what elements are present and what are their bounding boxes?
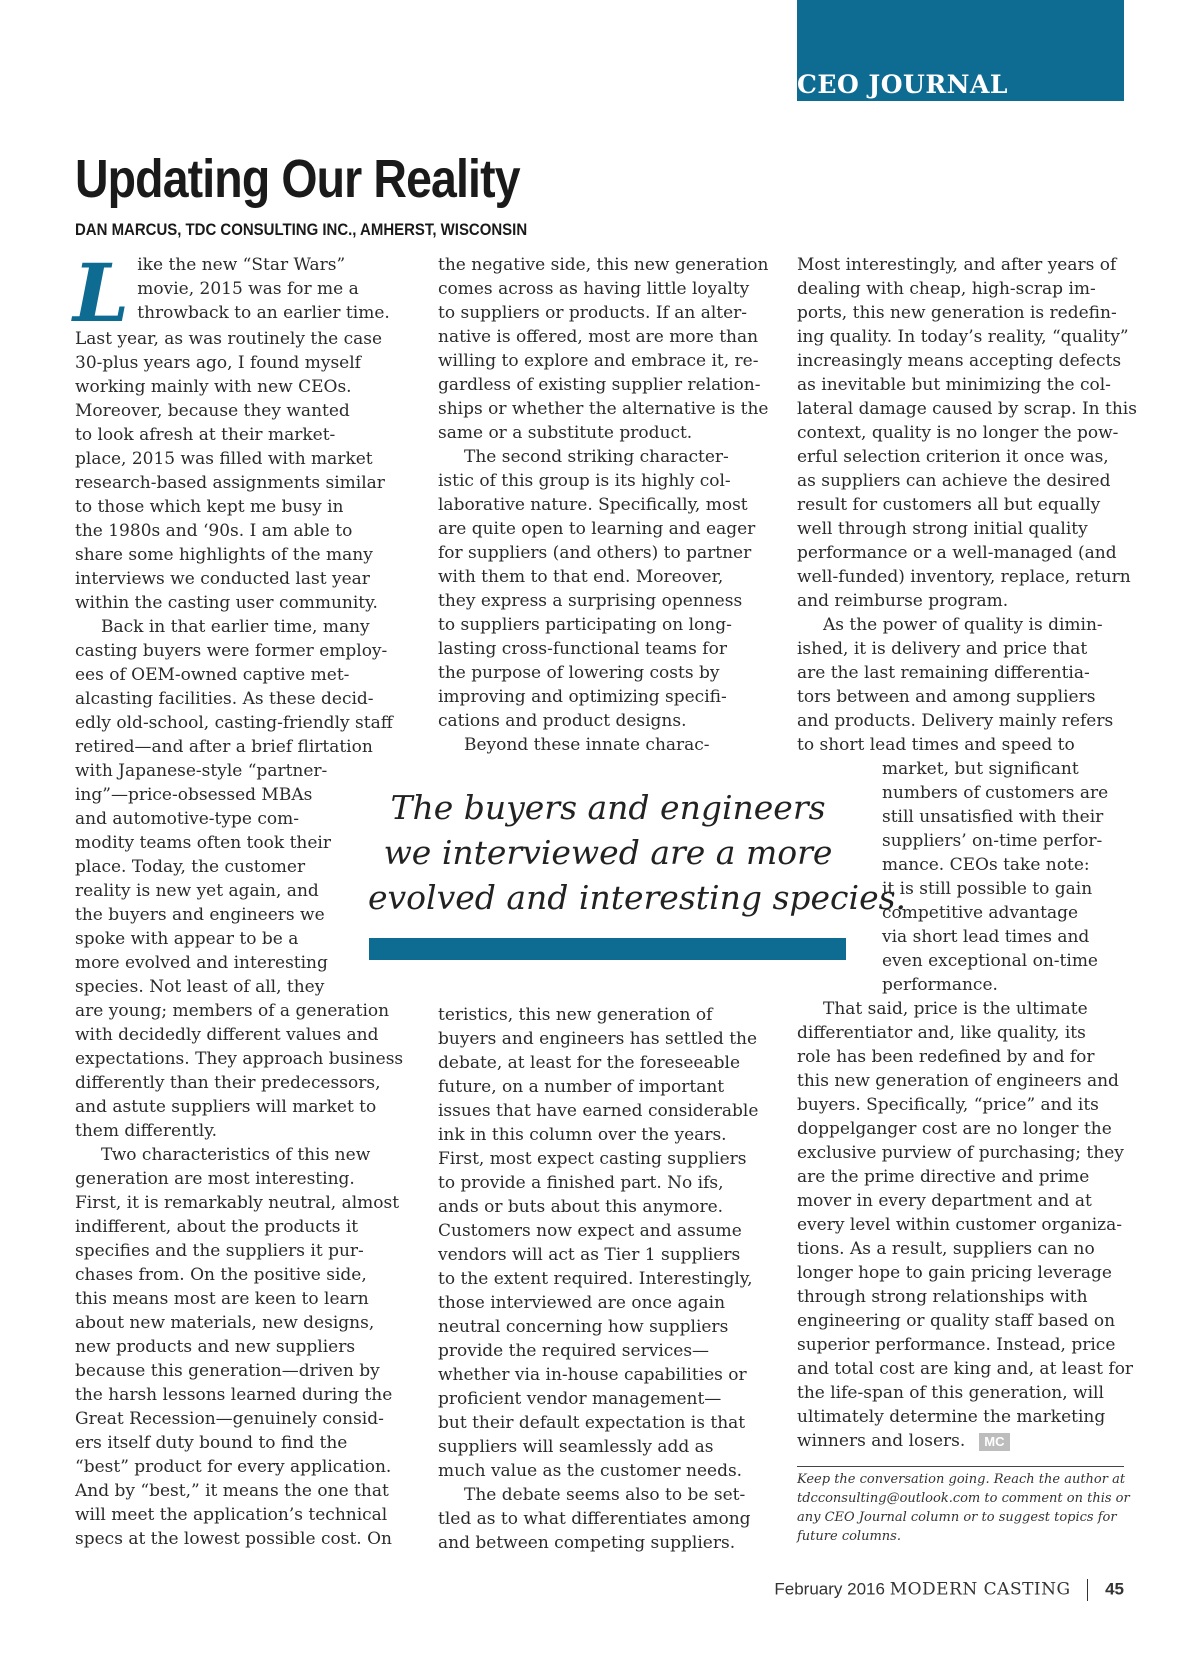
text-line: role has been redefined by and for [797, 1047, 1095, 1067]
text-line: proficient vendor management— [438, 1389, 722, 1409]
text-line: specifies and the suppliers it pur- [75, 1241, 364, 1261]
text-line: suppliers’ on-time perfor- [882, 831, 1103, 851]
text-line: as inevitable but minimizing the col- [797, 375, 1111, 395]
text-line: much value as the customer needs. [438, 1461, 743, 1481]
text-line: them differently. [75, 1121, 217, 1141]
text-line: The debate seems also to be set- [464, 1485, 746, 1505]
text-line: native is offered, most are more than [438, 327, 759, 347]
text-line: ers itself duty bound to find the [75, 1433, 348, 1453]
text-line: are the last remaining differentia- [797, 663, 1090, 683]
text-line: neutral concerning how suppliers [438, 1317, 729, 1337]
text-line: well-funded) inventory, replace, return [797, 567, 1131, 587]
text-line: istic of this group is its highly col- [438, 471, 731, 491]
author-note-line: future columns. [797, 1529, 901, 1544]
column-2-bottom [438, 1003, 758, 1555]
text-line: ees of OEM-owned captive met- [75, 665, 350, 685]
text-line: expectations. They approach business [75, 1049, 404, 1069]
intro-line: ike the new “Star Wars” [137, 255, 346, 275]
text-line: tions. As a result, suppliers can no [797, 1239, 1095, 1259]
text-line: specs at the lowest possible cost. On [75, 1529, 392, 1549]
text-line: tled as to what differentiates among [438, 1509, 751, 1529]
text-line: The second striking character- [464, 447, 729, 467]
text-line: debate, at least for the foreseeable [438, 1053, 740, 1073]
text-line: with Japanese-style “partner- [75, 761, 328, 781]
text-line: chases from. On the positive side, [75, 1265, 367, 1285]
text-line: species. Not least of all, they [75, 977, 325, 997]
text-line: Customers now expect and assume [438, 1221, 742, 1241]
text-line: future, on a number of important [438, 1077, 725, 1097]
text-line: to the extent required. Interestingly, [438, 1269, 753, 1289]
text-line: within the casting user community. [75, 593, 378, 613]
text-line: ink in this column over the years. [438, 1125, 727, 1145]
text-line: As the power of quality is dimin- [823, 615, 1103, 635]
text-line: improving and optimizing specifi- [438, 687, 727, 707]
text-line: will meet the application’s technical [75, 1505, 388, 1525]
column-2-top [438, 253, 769, 757]
text-line: buyers and engineers has settled the [438, 1029, 758, 1049]
text-line: generation are most interesting. [75, 1169, 355, 1189]
author-note-line: any CEO Journal column or to suggest topics for [797, 1510, 1117, 1525]
column-1-body [75, 327, 404, 1551]
author-note [797, 1470, 1130, 1546]
pull-quote-line: we interviewed are a more [383, 833, 833, 872]
text-line: more evolved and interesting [75, 953, 328, 973]
text-line: issues that have earned considerable [438, 1101, 759, 1121]
text-line: the harsh lessons learned during the [75, 1385, 393, 1405]
text-line: to short lead times and speed to [797, 735, 1075, 755]
column-3-top [797, 253, 1137, 757]
page-footer [774, 1579, 1124, 1601]
text-line: ships or whether the alternative is the [438, 399, 769, 419]
text-line: share some highlights of the many [75, 545, 373, 565]
text-line: to suppliers participating on long- [438, 615, 732, 635]
text-line: to look afresh at their market- [75, 425, 336, 445]
text-line: they express a surprising openness [438, 591, 743, 611]
text-line: the 1980s and ‘90s. I am able to [75, 521, 353, 541]
text-line: 30-plus years ago, I found myself [75, 353, 361, 373]
text-line: are young; members of a generation [75, 1001, 390, 1021]
text-line: Most interestingly, and after years of [797, 255, 1117, 275]
text-line: alcasting facilities. As these decid- [75, 689, 374, 709]
text-line: with them to that end. Moreover, [438, 567, 724, 587]
text-line: and total cost are king and, at least for [797, 1359, 1134, 1379]
text-line: Two characteristics of this new [101, 1145, 371, 1165]
pull-quote-bar [369, 938, 846, 960]
text-line: ished, it is delivery and price that [797, 639, 1088, 659]
text-line: lasting cross-functional teams for [438, 639, 727, 659]
text-line: differentiator and, like quality, its [797, 1023, 1086, 1043]
text-line: because this generation—driven by [75, 1361, 380, 1381]
text-line: Beyond these innate charac- [464, 735, 710, 755]
text-line: increasingly means accepting defects [797, 351, 1122, 371]
text-line: even exceptional on-time [882, 951, 1098, 971]
text-line: those interviewed are once again [438, 1293, 726, 1313]
issue-date: February 2016 [774, 1579, 885, 1599]
text-line: about new materials, new designs, [75, 1313, 375, 1333]
text-line: performance or a well-managed (and [797, 543, 1117, 563]
text-line: differently than their predecessors, [75, 1073, 381, 1093]
text-line: retired—and after a brief flirtation [75, 737, 373, 757]
text-line: teristics, this new generation of [438, 1005, 713, 1025]
text-line: market, but significant [882, 759, 1079, 779]
text-line: First, it is remarkably neutral, almost [75, 1193, 400, 1213]
text-line: laborative nature. Specifically, most [438, 495, 748, 515]
end-mark-badge: MC [979, 1433, 1009, 1451]
publication-name: MODERN CASTING [889, 1579, 1071, 1600]
text-line: And by “best,” it means the one that [75, 1481, 389, 1501]
text-line: suppliers will seamlessly add as [438, 1437, 714, 1457]
text-line: the buyers and engineers we [75, 905, 325, 925]
text-line: willing to explore and embrace it, re- [438, 351, 759, 371]
text-line: via short lead times and [882, 927, 1090, 947]
text-line: the negative side, this new generation [438, 255, 769, 275]
text-line: competitive advantage [882, 903, 1079, 923]
text-line: place, 2015 was filled with market [75, 449, 373, 469]
text-line: ports, this new generation is redefin- [797, 303, 1117, 323]
text-line: well through strong initial quality [797, 519, 1088, 539]
pull-quote-line: The buyers and engineers [390, 788, 826, 827]
text-line: interviews we conducted last year [75, 569, 370, 589]
text-line: edly old-school, casting-friendly staff [75, 713, 393, 733]
column-3-wrap [882, 757, 1124, 997]
text-line: That said, price is the ultimate [823, 999, 1088, 1019]
pull-quote [368, 785, 907, 920]
text-line: cations and product designs. [438, 711, 687, 731]
text-line: context, quality is no longer the pow- [797, 423, 1119, 443]
text-line: reality is new yet again, and [75, 881, 319, 901]
text-line: numbers of customers are [882, 783, 1109, 803]
text-line: result for customers all but equally [797, 495, 1101, 515]
text-line: performance. [882, 975, 998, 995]
text-line: casting buyers were former employ- [75, 641, 388, 661]
text-line: comes across as having little loyalty [438, 279, 750, 299]
author-note-line: tdcconsulting@outlook.com to comment on this or [797, 1491, 1130, 1506]
text-line: to provide a finished part. No ifs, [438, 1173, 724, 1193]
article-title: Updating Our Reality [75, 149, 520, 209]
text-line: through strong relationships with [797, 1287, 1088, 1307]
text-line: tors between and among suppliers [797, 687, 1096, 707]
column-1 [73, 246, 404, 1551]
text-line: and automotive-type com- [75, 809, 299, 829]
text-line: First, most expect casting suppliers [438, 1149, 747, 1169]
text-line: and reimburse program. [797, 591, 1009, 611]
text-line: still unsatisfied with their [882, 807, 1104, 827]
note-divider [797, 1466, 1124, 1467]
text-line: provide the required services— [438, 1341, 710, 1361]
text-line: are the prime directive and prime [797, 1167, 1090, 1187]
text-line: mover in every department and at [797, 1191, 1092, 1211]
text-line: and astute suppliers will market to [75, 1097, 377, 1117]
text-line: the purpose of lowering costs by [438, 663, 720, 683]
last-line: winners and losers. [797, 1431, 966, 1451]
text-line: ing quality. In today’s reality, “quality” [797, 327, 1129, 347]
text-line: erful selection criterion it once was, [797, 447, 1109, 467]
text-line: Moreover, because they wanted [75, 401, 350, 421]
text-line: “best” product for every application. [75, 1457, 392, 1477]
text-line: whether via in-house capabilities or [438, 1365, 747, 1385]
intro-line: movie, 2015 was for me a [137, 279, 359, 299]
text-line: new products and new suppliers [75, 1337, 356, 1357]
text-line: this new generation of engineers and [797, 1071, 1119, 1091]
text-line: for suppliers (and others) to partner [438, 543, 752, 563]
text-line: superior performance. Instead, price [797, 1335, 1116, 1355]
text-line: modity teams often took their [75, 833, 331, 853]
text-line: Back in that earlier time, many [101, 617, 370, 637]
author-note-line: Keep the conversation going. Reach the author at [797, 1472, 1126, 1487]
text-line: it is still possible to gain [882, 879, 1093, 899]
text-line: doppelganger cost are no longer the [797, 1119, 1112, 1139]
text-line: the life-span of this generation, will [797, 1383, 1104, 1403]
section-header-label: CEO JOURNAL [797, 70, 1008, 99]
text-line: Great Recession—genuinely consid- [75, 1409, 384, 1429]
text-line: with decidedly different values and [75, 1025, 379, 1045]
text-line: buyers. Specifically, “price” and its [797, 1095, 1099, 1115]
text-line: place. Today, the customer [75, 857, 306, 877]
text-line: and products. Delivery mainly refers [797, 711, 1114, 731]
page-number: 45 [1105, 1579, 1124, 1599]
text-line: are quite open to learning and eager [438, 519, 756, 539]
text-line: spoke with appear to be a [75, 929, 299, 949]
text-line: as suppliers can achieve the desired [797, 471, 1111, 491]
pull-quote-line: evolved and interesting species. [368, 878, 907, 917]
text-line: same or a substitute product. [438, 423, 693, 443]
text-line: lateral damage caused by scrap. In this [797, 399, 1137, 419]
text-line: longer hope to gain pricing leverage [797, 1263, 1112, 1283]
column-3-bottom [797, 997, 1134, 1453]
text-line: dealing with cheap, high-scrap im- [797, 279, 1096, 299]
text-line: to those which kept me busy in [75, 497, 344, 517]
text-line: this means most are keen to learn [75, 1289, 369, 1309]
text-line: and between competing suppliers. [438, 1533, 736, 1553]
text-line: to suppliers or products. If an alter- [438, 303, 748, 323]
text-line: research-based assignments similar [75, 473, 385, 493]
text-line: engineering or quality staff based on [797, 1311, 1116, 1331]
column-3-bottom-body [797, 997, 1134, 1429]
text-line: exclusive purview of purchasing; they [797, 1143, 1124, 1163]
text-line: ing”—price-obsessed MBAs [75, 785, 313, 805]
footer-separator [1087, 1579, 1088, 1601]
text-line: vendors will act as Tier 1 suppliers [438, 1245, 741, 1265]
text-line: but their default expectation is that [438, 1413, 746, 1433]
text-line: every level within customer organiza- [797, 1215, 1122, 1235]
text-line: ultimately determine the marketing [797, 1407, 1106, 1427]
article-byline: DAN MARCUS, TDC CONSULTING INC., AMHERST, WISCONSIN [75, 220, 528, 239]
text-line: indifferent, about the products it [75, 1217, 359, 1237]
intro-line: throwback to an earlier time. [137, 303, 390, 323]
text-line: gardless of existing supplier relation- [438, 375, 761, 395]
text-line: working mainly with new CEOs. [75, 377, 352, 397]
text-line: ands or buts about this anymore. [438, 1197, 724, 1217]
text-line: Last year, as was routinely the case [75, 329, 383, 349]
text-line: mance. CEOs take note: [882, 855, 1090, 875]
drop-cap: L [73, 246, 130, 340]
